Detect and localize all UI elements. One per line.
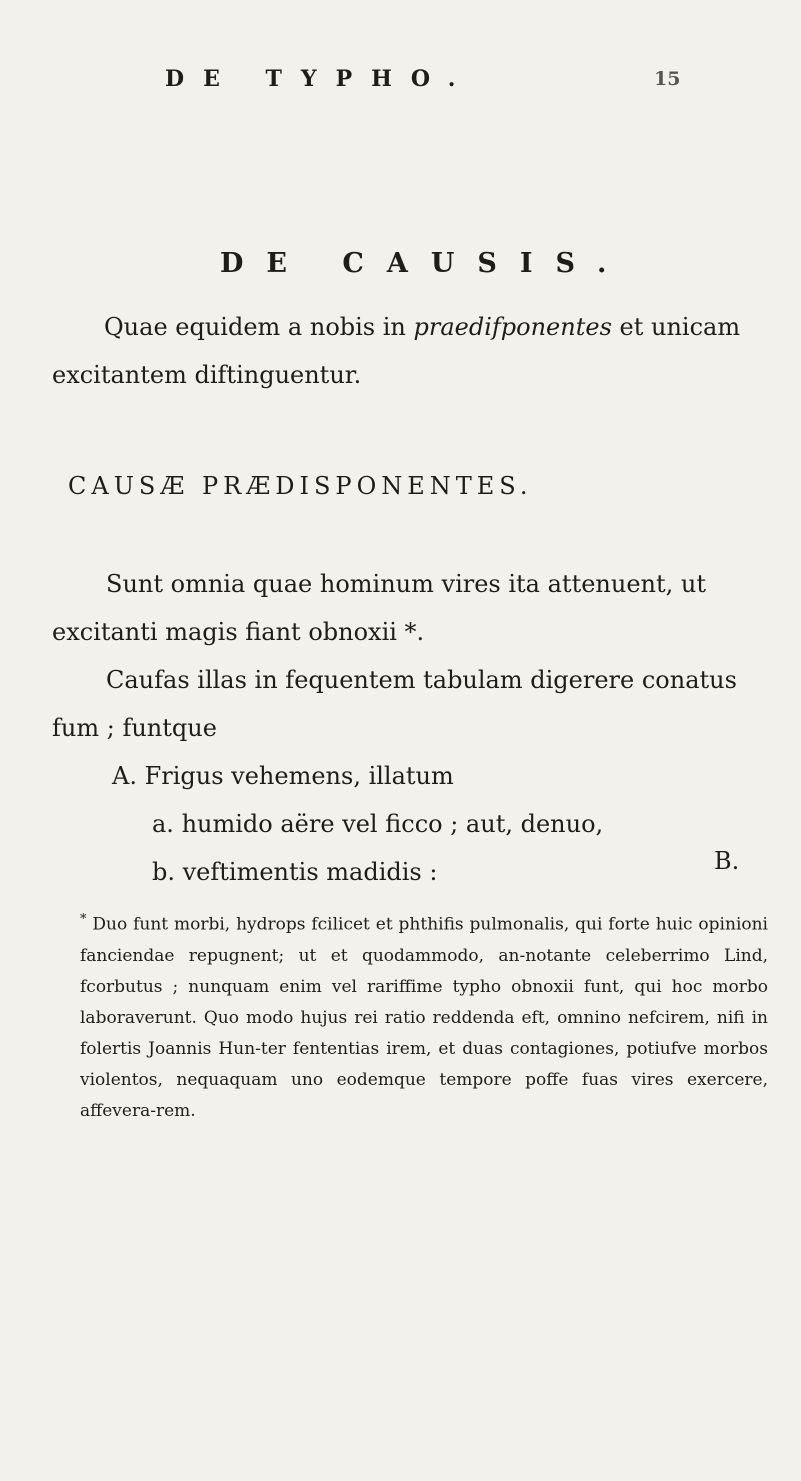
text-line: excitanti magis fiant obnoxii *. <box>52 618 425 646</box>
intro-text-before: Quae equidem a nobis in <box>104 313 414 341</box>
intro-paragraph <box>52 303 762 399</box>
text-line: Sunt omnia quae hominum vires ita attenuent, ut <box>106 570 706 598</box>
section-title: DE CAUSIS. <box>220 248 630 279</box>
main-text <box>52 560 767 896</box>
footnote-text: Duo funt morbi, hydrops fcilicet et phthifis pulmonalis, qui forte huic opinioni fanciendae repugnent; ut et quodammodo, an-notante celeberrimo Lind, fcorbutus ; nunquam enim vel rariffime typho obnoxii funt, qui hoc morbo laboraverunt. Quo modo hujus rei ratio reddenda eft, omnino nefcirem, nifi in folertis Joannis Hun-ter fententias irem, et duas contagiones, potiufve morbos violentos, nequaquam uno eodemque tempore poffe fuas vires exercere, affevera-rem. <box>80 914 768 1121</box>
footnote-body <box>52 904 768 1127</box>
list-subitem-a: a. humido aëre vel ficco ; aut, denuo, <box>152 810 604 838</box>
text-line: fum ; funtque <box>52 714 217 742</box>
text-line: Caufas illas in fequentem tabulam digerere conatus <box>106 666 737 694</box>
list-item-a: A. Frigus vehemens, illatum <box>112 762 454 790</box>
intro-text-after: et unicam <box>611 313 741 341</box>
list-subitem-b: b. veftimentis madidis : <box>152 858 438 886</box>
intro-line-2: excitantem diftinguentur. <box>52 361 362 389</box>
page-number: 15 <box>654 68 681 90</box>
running-title: DE TYPHO. <box>165 66 475 92</box>
footnote-marker: * <box>80 912 87 927</box>
catchword: B. <box>714 847 740 875</box>
intro-italic-term: praedifponentes <box>413 313 612 341</box>
intro-line-1 <box>52 303 762 351</box>
subsection-title: CAUSÆ PRÆDISPONENTES. <box>68 472 533 500</box>
footnote <box>52 904 768 1127</box>
